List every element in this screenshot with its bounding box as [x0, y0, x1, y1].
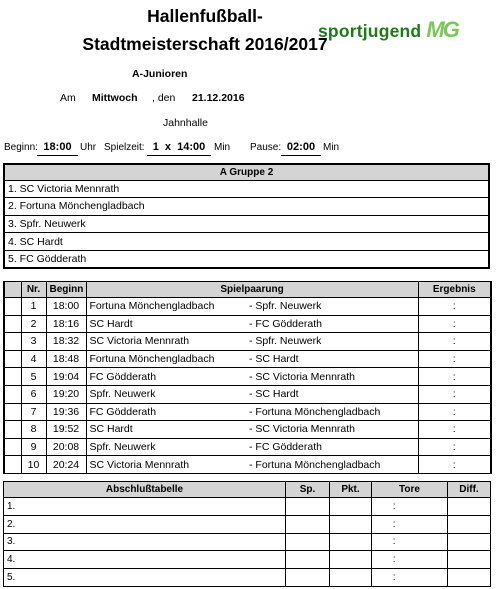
match-time: 19:52 — [46, 421, 86, 439]
match-away: - SC Hardt — [246, 350, 418, 368]
match-result[interactable]: : — [418, 403, 491, 421]
match-blank — [4, 368, 21, 386]
match-time: 18:16 — [46, 315, 86, 333]
match-nr: 4 — [21, 350, 46, 368]
table-row — [4, 403, 491, 421]
table-row — [4, 315, 491, 333]
match-blank — [4, 385, 21, 403]
spielzeit-label: Spielzeit: — [104, 142, 145, 153]
group-team: 1. SC Victoria Mennrath — [4, 180, 489, 198]
match-home: SC Hardt — [86, 421, 246, 439]
match-result[interactable]: : — [418, 298, 491, 316]
match-nr: 2 — [21, 315, 46, 333]
match-blank — [4, 421, 21, 439]
match-time: 20:08 — [46, 438, 86, 456]
match-home: Fortuna Mönchengladbach — [86, 298, 246, 316]
match-header-spielpaarung: Spielpaarung — [86, 282, 418, 298]
match-time: 19:04 — [46, 368, 86, 386]
match-home: Spfr. Neuwerk — [86, 438, 246, 456]
final-tore-against[interactable] — [406, 533, 448, 551]
final-tore-separator: : — [372, 533, 406, 551]
final-header-title: Abschlußtabelle — [4, 482, 286, 498]
match-home: FC Gödderath — [86, 368, 246, 386]
den-label: , den — [152, 92, 176, 104]
match-away: - FC Gödderath — [246, 438, 418, 456]
table-row — [4, 350, 491, 368]
final-sp[interactable] — [286, 569, 330, 587]
final-tore-separator: : — [372, 569, 406, 587]
match-time: 18:32 — [46, 333, 86, 351]
final-diff[interactable] — [448, 533, 491, 551]
match-blank — [4, 333, 21, 351]
table-row — [4, 569, 491, 587]
match-nr: 6 — [21, 385, 46, 403]
am-label: Am — [60, 92, 76, 104]
final-tore-against[interactable] — [406, 551, 448, 569]
match-home: SC Hardt — [86, 315, 246, 333]
spielzeit-unit: Min — [214, 142, 231, 153]
match-away: - SC Victoria Mennrath — [246, 421, 418, 439]
final-pkt[interactable] — [330, 569, 372, 587]
final-header-pkt: Pkt. — [330, 482, 372, 498]
match-home: FC Gödderath — [86, 403, 246, 421]
match-header-nr: Nr. — [21, 282, 46, 298]
pause-unit: Min — [323, 142, 340, 153]
match-home: Spfr. Neuwerk — [86, 385, 246, 403]
match-away: - Fortuna Mönchengladbach — [246, 403, 418, 421]
match-result[interactable]: : — [418, 333, 491, 351]
final-tore-against[interactable] — [406, 498, 448, 516]
match-result[interactable]: : — [418, 315, 491, 333]
final-place[interactable]: 2. — [4, 515, 286, 533]
match-nr: 8 — [21, 421, 46, 439]
spielzeit-value: 1 x 14:00 — [147, 138, 211, 156]
final-sp[interactable] — [286, 498, 330, 516]
pause-label: Pause: — [250, 142, 282, 153]
match-nr: 7 — [21, 403, 46, 421]
final-sp[interactable] — [286, 533, 330, 551]
table-row — [4, 333, 491, 351]
match-table — [3, 281, 492, 474]
final-header-sp: Sp. — [286, 482, 330, 498]
final-place[interactable]: 5. — [4, 569, 286, 587]
final-diff[interactable] — [448, 515, 491, 533]
match-home: SC Victoria Mennrath — [86, 333, 246, 351]
match-away: - Spfr. Neuwerk — [246, 333, 418, 351]
match-home: Fortuna Mönchengladbach — [86, 350, 246, 368]
logo-mark: MG — [426, 17, 458, 42]
title-line-1: Hallenfußball- — [147, 6, 263, 26]
table-row — [4, 298, 491, 316]
match-nr: 10 — [21, 456, 46, 474]
match-time: 18:48 — [46, 350, 86, 368]
match-away: - Spfr. Neuwerk — [246, 298, 418, 316]
final-tore-against[interactable] — [406, 515, 448, 533]
final-place[interactable]: 3. — [4, 533, 286, 551]
match-blank — [4, 315, 21, 333]
list-item — [4, 233, 489, 251]
match-result[interactable]: : — [418, 385, 491, 403]
match-time: 19:36 — [46, 403, 86, 421]
final-tore-separator: : — [372, 515, 406, 533]
table-row — [4, 498, 491, 516]
match-result[interactable]: : — [418, 421, 491, 439]
final-place[interactable]: 4. — [4, 551, 286, 569]
match-nr: 5 — [21, 368, 46, 386]
match-nr: 1 — [21, 298, 46, 316]
list-item — [4, 215, 489, 233]
match-blank — [4, 298, 21, 316]
age-group: A-Junioren — [132, 68, 188, 80]
table-row — [4, 438, 491, 456]
final-header-tore: Tore — [372, 482, 448, 498]
match-blank — [4, 350, 21, 368]
table-row — [4, 368, 491, 386]
group-team: 5. FC Gödderath — [4, 250, 489, 268]
match-away: - SC Hardt — [246, 385, 418, 403]
match-result[interactable]: : — [418, 368, 491, 386]
match-nr: 3 — [21, 333, 46, 351]
match-header-ergebnis: Ergebnis — [418, 282, 491, 298]
weekday: Mittwoch — [92, 92, 138, 104]
final-table — [3, 481, 491, 587]
match-away: - Fortuna Mönchengladbach — [246, 456, 418, 474]
final-place[interactable]: 1. — [4, 498, 286, 516]
final-diff[interactable] — [448, 498, 491, 516]
final-pkt[interactable] — [330, 551, 372, 569]
final-pkt[interactable] — [330, 533, 372, 551]
table-row — [4, 385, 491, 403]
list-item — [4, 180, 489, 198]
match-time: 19:20 — [46, 385, 86, 403]
match-blank — [4, 438, 21, 456]
match-header-blank — [4, 282, 21, 298]
match-away: - FC Gödderath — [246, 315, 418, 333]
table-row — [4, 533, 491, 551]
beginn-unit: Uhr — [80, 142, 97, 153]
match-header-beginn: Beginn — [46, 282, 86, 298]
table-row — [4, 421, 491, 439]
match-home: SC Victoria Mennrath — [86, 456, 246, 474]
logo-text: sportjugend — [318, 21, 422, 41]
table-row — [4, 456, 491, 474]
final-header-diff: Diff. — [448, 482, 491, 498]
final-tore-separator: : — [372, 498, 406, 516]
final-tore-against[interactable] — [406, 569, 448, 587]
final-tore-separator: : — [372, 551, 406, 569]
final-pkt[interactable] — [330, 515, 372, 533]
final-sp[interactable] — [286, 551, 330, 569]
match-result[interactable]: : — [418, 438, 491, 456]
final-sp[interactable] — [286, 515, 330, 533]
date-value: 21.12.2016 — [192, 92, 245, 104]
final-diff[interactable] — [448, 569, 491, 587]
beginn-value: 18:00 — [37, 138, 78, 156]
group-team: 4. SC Hardt — [4, 233, 489, 251]
list-item — [4, 198, 489, 216]
match-away: - SC Victoria Mennrath — [246, 368, 418, 386]
title-line-2: Stadtmeisterschaft 2016/2017 — [82, 34, 328, 54]
beginn-label: Beginn: — [4, 142, 38, 153]
match-blank — [4, 403, 21, 421]
match-time: 20:24 — [46, 456, 86, 474]
match-result[interactable]: : — [418, 456, 491, 474]
group-team: 3. Spfr. Neuwerk — [4, 215, 489, 233]
venue: Jahnhalle — [163, 117, 208, 129]
table-row — [4, 551, 491, 569]
group-title: A Gruppe 2 — [4, 164, 489, 180]
final-pkt[interactable] — [330, 498, 372, 516]
match-time: 18:00 — [46, 298, 86, 316]
final-diff[interactable] — [448, 551, 491, 569]
pause-value: 02:00 — [281, 138, 321, 156]
table-row — [4, 515, 491, 533]
match-result[interactable]: : — [418, 350, 491, 368]
match-nr: 9 — [21, 438, 46, 456]
group-team: 2. Fortuna Mönchengladbach — [4, 198, 489, 216]
group-table — [3, 163, 490, 269]
match-blank — [4, 456, 21, 474]
list-item — [4, 250, 489, 268]
sportjugend-logo — [318, 17, 458, 43]
